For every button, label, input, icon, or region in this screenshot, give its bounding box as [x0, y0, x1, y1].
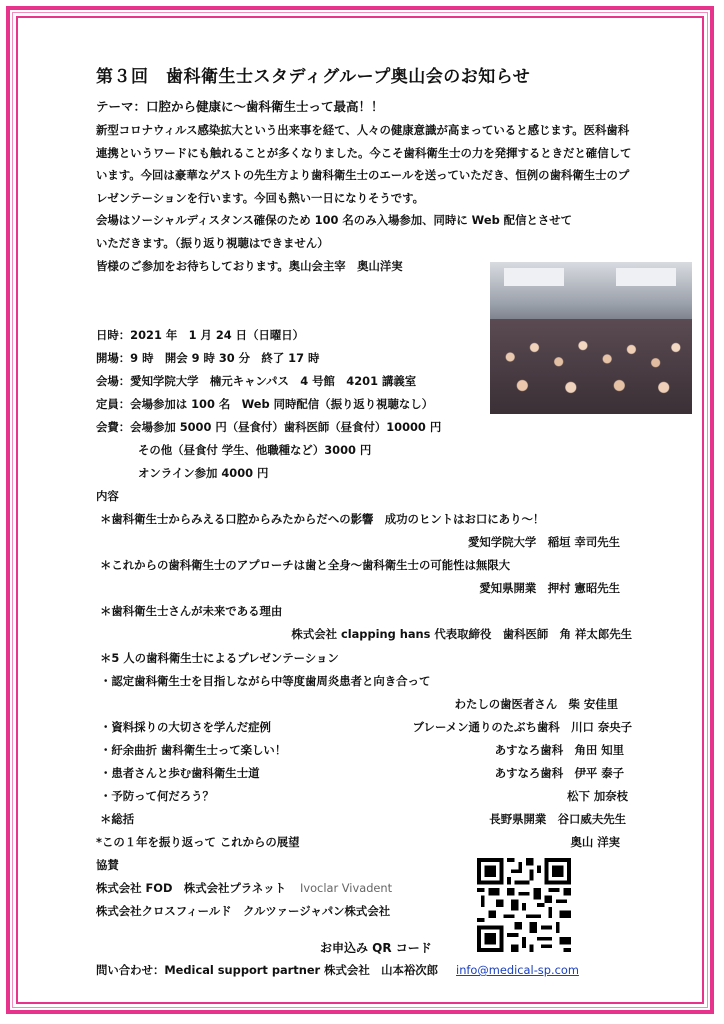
- qr-code-label: お申込み QR コード: [320, 941, 432, 955]
- sponsors-line-1-text: 株式会社 FOD 株式会社プラネット: [96, 881, 287, 895]
- closing-line: 皆様のご参加をお待ちしております。奥山会主宰 奥山洋実: [96, 258, 403, 273]
- detail-fee-2: その他（昼食付 学生、他職種など）3000 円: [138, 443, 372, 457]
- presentation-title: ・紆余曲折 歯科衛生士って楽しい！: [100, 743, 287, 757]
- venue-note-line-1: 会場はソーシャルディスタンス確保のため 100 名のみ入場参加、同時に Web 配信とさせて: [96, 213, 573, 228]
- program-item-speaker: 株式会社 clapping hans 代表取締役 歯科医師 角 祥太郎先生: [291, 627, 632, 641]
- projector-screen-left: [504, 268, 564, 286]
- presentation-speaker: あすなろ歯科 伊平 泰子: [494, 766, 624, 780]
- venue-note-line-2: いただきます。（振り返り視聴はできません）: [96, 235, 329, 250]
- program-item-title: ＊歯科衛生士からみえる口腔からみたからだへの影響 成功のヒントはお口にあり～！: [100, 512, 545, 526]
- theme-line: テーマ：口腔から健康に～歯科衛生士って最高！！: [96, 99, 384, 114]
- presentation-speaker: あすなろ歯科 角田 知里: [494, 743, 624, 757]
- contact-line: [96, 962, 579, 978]
- detail-venue: 会場：愛知学院大学 楠元キャンパス 4 号館 4201 講義室: [96, 374, 417, 388]
- review-title: *この１年を振り返って これからの展望: [96, 835, 300, 849]
- audience-crowd: [490, 319, 692, 414]
- presentation-speaker: 松下 加奈枝: [567, 789, 628, 803]
- intro-paragraph: 新型コロナウィルス感染拡大という出来事を経て、人々の健康意識が高まっていると感じます。医科歯科連携というワードにも触れることが多くなりました。今こそ歯科衛生士の力を発揮するときだと確信しています。今回は豪華なゲストの先生方より歯科衛生士のエールを送っていただき、恒例の歯科衛生士のプレゼンテーションを行います。今回も熱い一日になりそうです。: [96, 123, 632, 205]
- seminar-group-photo: [490, 262, 692, 414]
- review-speaker: 奥山 洋実: [570, 835, 620, 849]
- summary-title: ＊総括: [100, 812, 135, 826]
- contents-heading: 内容: [96, 489, 119, 503]
- sponsors-line-2: 株式会社クロスフィールド クルツァージャパン株式会社: [96, 904, 391, 918]
- projector-screen-right: [616, 268, 676, 286]
- presentation-speaker: ブレーメン通りのたぶち歯科 川口 奈央子: [412, 720, 632, 734]
- detail-fee-1: 会費：会場参加 5000 円（昼食付）歯科医師（昼食付）10000 円: [96, 420, 442, 434]
- detail-capacity: 定員：会場参加は 100 名 Web 同時配信（振り返り視聴なし）: [96, 397, 434, 411]
- program-item-speaker: 愛知県開業 押村 憲昭先生: [479, 581, 620, 595]
- contact-label: 問い合わせ：Medical support partner 株式会社 山本裕次郎: [96, 963, 439, 977]
- sponsors-heading: 協賛: [96, 858, 119, 872]
- presentation-title: ・予防って何だろう？: [100, 789, 214, 803]
- program-item-title: ＊これからの歯科衛生士のアプローチは歯と全身～歯科衛生士の可能性は無限大: [100, 558, 511, 572]
- presentation-title: ・資料採りの大切さを学んだ症例: [100, 720, 271, 734]
- detail-date: 日時：2021 年 1 月 24 日（日曜日）: [96, 328, 305, 342]
- sponsors-line-1: [96, 880, 392, 896]
- page-title: 第３回 歯科衛生士スタディグループ奥山会のお知らせ: [96, 67, 531, 87]
- sponsor-ivoclar: Ivoclar Vivadent: [299, 881, 393, 895]
- contact-email-link[interactable]: info@medical-sp.com: [456, 963, 579, 977]
- program-item-speaker: 愛知学院大学 稲垣 幸司先生: [467, 535, 620, 549]
- application-qr-code[interactable]: [477, 858, 571, 952]
- presentation-title: ・患者さんと歩む歯科衛生士道: [100, 766, 260, 780]
- detail-fee-3: オンライン参加 4000 円: [138, 466, 269, 480]
- presentation-speaker: わたしの歯医者さん 柴 安佳里: [454, 697, 618, 711]
- flyer-content: [96, 62, 636, 277]
- detail-open: 開場：9 時 開会 9 時 30 分 終了 17 時: [96, 351, 320, 365]
- program-item-title: ＊歯科衛生士さんが未来である理由: [100, 604, 283, 618]
- presentation-title: ・認定歯科衛生士を目指しながら中等度歯周炎患者と向き合って: [100, 674, 431, 688]
- program-item-title: ＊5 人の歯科衛生士によるプレゼンテーション: [100, 651, 339, 665]
- summary-speaker: 長野県開業 谷口威夫先生: [489, 812, 626, 826]
